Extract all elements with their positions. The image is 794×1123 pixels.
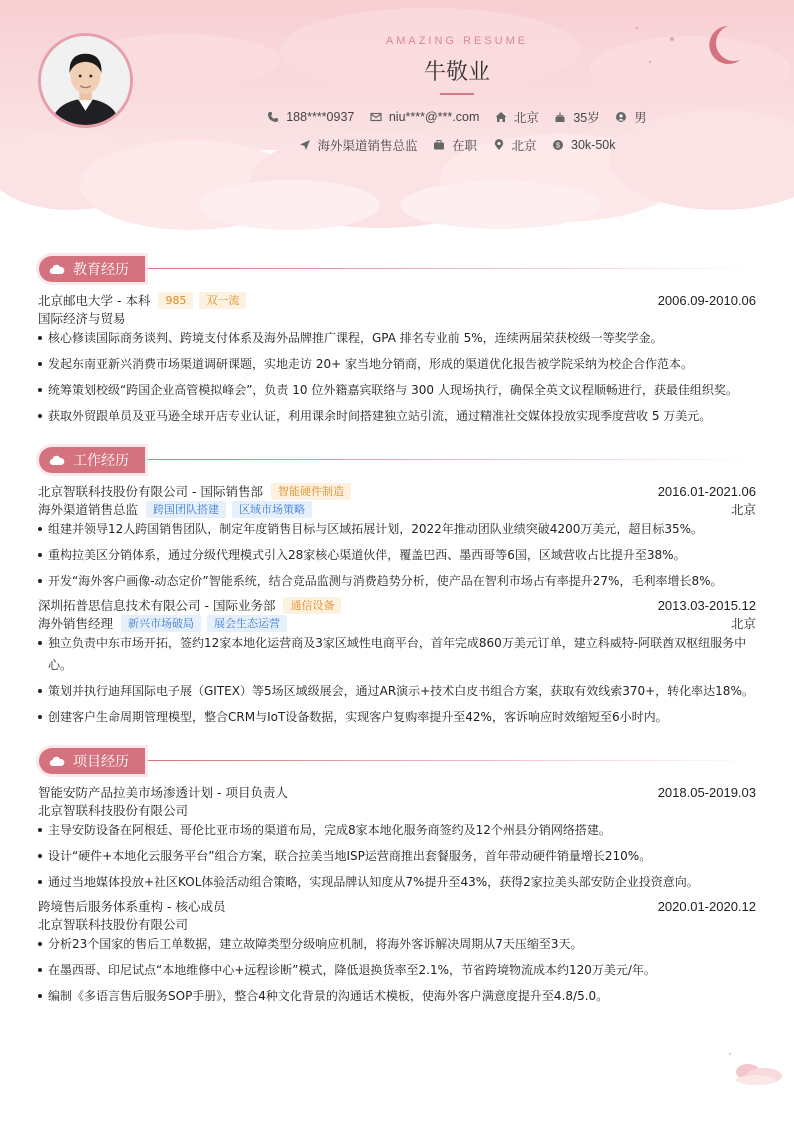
gender-info: 男 <box>615 108 647 126</box>
status-info: 在职 <box>433 136 477 154</box>
skill-tag: 区域市场策略 <box>232 501 312 518</box>
education-bullet: 获取外贸跟单员及亚马逊全球开店专业认证，利用课余时间搭建独立站引流，通过精准社交媒体投放实现季度营收 5 万美元。 <box>38 405 756 427</box>
education-bullet: 核心修读国际商务谈判、跨境支付体系及海外品牌推广课程，GPA 排名专业前 5%，连续两届荣获校级一等奖学金。 <box>38 327 756 349</box>
work-section-header <box>36 444 758 476</box>
salary-info: $ 30k-50k <box>552 138 615 152</box>
mail-icon <box>370 111 382 123</box>
project-entry-header <box>38 783 756 801</box>
phone-icon <box>267 111 279 123</box>
job-intent-row <box>0 136 794 154</box>
money-icon <box>552 139 564 151</box>
work-bullet: 组建并领导12人跨国销售团队，制定年度销售目标与区域拓展计划，2022年推动团队业绩突破4200万美元，超目标35%。 <box>38 518 756 540</box>
project-bullet: 通过当地媒体投放+社区KOL体验活动组合策略，实现品牌认知度从7%提升至43%，获得2家拉美头部安防企业投资意向。 <box>38 871 756 893</box>
project-org-line <box>38 915 756 933</box>
project-bullet: 编制《多语言售后服务SOP手册》，整合4种文化背景的沟通话术模板，使海外客户满意度提升至4.8/5.0。 <box>38 985 756 1007</box>
gender-icon <box>615 111 627 123</box>
location-pin-icon <box>493 139 505 151</box>
company-name: 北京智联科技股份有限公司 - 国际销售部 <box>38 484 263 499</box>
school-name: 北京邮电大学 - 本科 <box>38 293 151 308</box>
education-bullet: 发起东南亚新兴消费市场渠道调研课题，实地走访 20+ 家当地分销商，形成的渠道优化报告被学院采纳为校企合作范本。 <box>38 353 756 375</box>
cloud-icon <box>49 263 65 275</box>
decorative-cloud-icon <box>726 1050 786 1086</box>
industry-tag: 通信设备 <box>283 597 341 614</box>
work-bullet: 策划并执行迪拜国际电子展（GITEX）等5场区域级展会，通过AR演示+技术白皮书组合方案，获取有效线索370+，转化率达18%。 <box>38 680 756 702</box>
skill-tag: 跨国团队搭建 <box>146 501 226 518</box>
work-bullet: 创建客户生命周期管理模型，整合CRM与IoT设备数据，实现客户复购率提升至42%，客诉响应时效缩短至6小时内。 <box>38 706 756 728</box>
work-entry-header <box>38 482 756 500</box>
education-entry-header <box>38 291 756 309</box>
position: 海外渠道销售总监 <box>38 502 139 517</box>
project-bullet: 设计“硬件+本地化云服务平台”组合方案，联合拉美当地ISP运营商推出套餐服务，首年带动硬件销量增长210%。 <box>38 845 756 867</box>
work-position-line <box>38 614 756 632</box>
home-icon <box>495 111 507 123</box>
project-name: 智能安防产品拉美市场渗透计划 - 项目负责人 <box>38 785 288 800</box>
work-bullet: 开发“海外客户画像-动态定价”智能系统，结合竞品监测与消费趋势分析，使产品在智利市场占有率提升27%，毛利率增长8%。 <box>38 570 756 592</box>
section-divider <box>148 459 758 460</box>
work-city: 北京 <box>730 502 756 517</box>
work-entry-header <box>38 596 756 614</box>
email-info: niu****@***.com <box>370 110 480 124</box>
project-section-header <box>36 745 758 777</box>
education-major-line <box>38 309 756 327</box>
work-city: 北京 <box>730 616 756 631</box>
skill-tag: 新兴市场破局 <box>121 615 201 632</box>
project-entry-header <box>38 897 756 915</box>
resume-subtitle: AMAZING RESUME <box>385 35 529 47</box>
education-bullet: 统筹策划校级“跨国企业高管模拟峰会”，负责 10 位外籍嘉宾联络与 300 人现场执行，确保全英文议程顺畅进行，获最佳组织奖。 <box>38 379 756 401</box>
age-info: 35岁 <box>554 108 599 126</box>
resume-header <box>0 0 794 230</box>
cake-icon <box>554 111 566 123</box>
section-divider <box>148 268 758 269</box>
work-position-line <box>38 500 756 518</box>
project-org-line <box>38 801 756 819</box>
target-position-info: 海外渠道销售总监 <box>299 136 418 154</box>
work-date: 2016.01-2021.06 <box>657 483 756 499</box>
phone-info: 188****0937 <box>267 110 354 124</box>
svg-text:$: $ <box>556 142 560 150</box>
position: 海外销售经理 <box>38 616 114 631</box>
skill-tag: 展会生态运营 <box>207 615 287 632</box>
contact-info-row <box>0 108 794 126</box>
education-date: 2006.09-2010.06 <box>657 292 756 308</box>
candidate-name: 牛敬业 <box>423 60 490 85</box>
company-name: 深圳拓普思信息技术有限公司 - 国际业务部 <box>38 598 276 613</box>
project-org: 北京智联科技股份有限公司 <box>38 803 189 818</box>
section-title: 教育经历 <box>73 262 129 278</box>
education-section-header <box>36 253 758 285</box>
project-date: 2018.05-2019.03 <box>657 784 756 800</box>
target-city-info: 北京 <box>493 136 537 154</box>
city-info: 北京 <box>495 108 539 126</box>
project-bullet: 在墨西哥、印尼试点“本地维修中心+远程诊断”模式，降低退换货率至2.1%，节省跨境物流成本约120万美元/年。 <box>38 959 756 981</box>
cloud-icon <box>49 454 65 466</box>
work-bullet: 重构拉美区分销体系，通过分级代理模式引入28家核心渠道伙伴，覆盖巴西、墨西哥等6国，区域营收占比提升至38%。 <box>38 544 756 566</box>
industry-tag: 智能硬件制造 <box>271 483 351 500</box>
briefcase-icon <box>433 139 445 151</box>
work-date: 2013.03-2015.12 <box>657 597 756 613</box>
name-underline <box>440 93 474 95</box>
send-icon <box>299 139 311 151</box>
section-title: 工作经历 <box>73 453 129 469</box>
major: 国际经济与贸易 <box>38 311 126 326</box>
section-divider <box>148 760 758 761</box>
section-title: 项目经历 <box>73 754 129 770</box>
work-bullet: 独立负责中东市场开拓，签约12家本地化运营商及3家区域性电商平台，首年完成860万美元订单，建立科威特-阿联酋双枢纽服务中心。 <box>38 632 756 676</box>
project-bullet: 主导安防设备在阿根廷、哥伦比亚市场的渠道布局，完成8家本地化服务商签约及12个州县分销网络搭建。 <box>38 819 756 841</box>
project-bullet: 分析23个国家的售后工单数据，建立故障类型分级响应机制，将海外客诉解决周期从7天压缩至3天。 <box>38 933 756 955</box>
project-org: 北京智联科技股份有限公司 <box>38 917 189 932</box>
project-date: 2020.01-2020.12 <box>657 898 756 914</box>
school-tag: 双一流 <box>199 292 246 309</box>
school-tag: 985 <box>158 292 193 309</box>
cloud-icon <box>49 755 65 767</box>
project-name: 跨境售后服务体系重构 - 核心成员 <box>38 899 226 914</box>
